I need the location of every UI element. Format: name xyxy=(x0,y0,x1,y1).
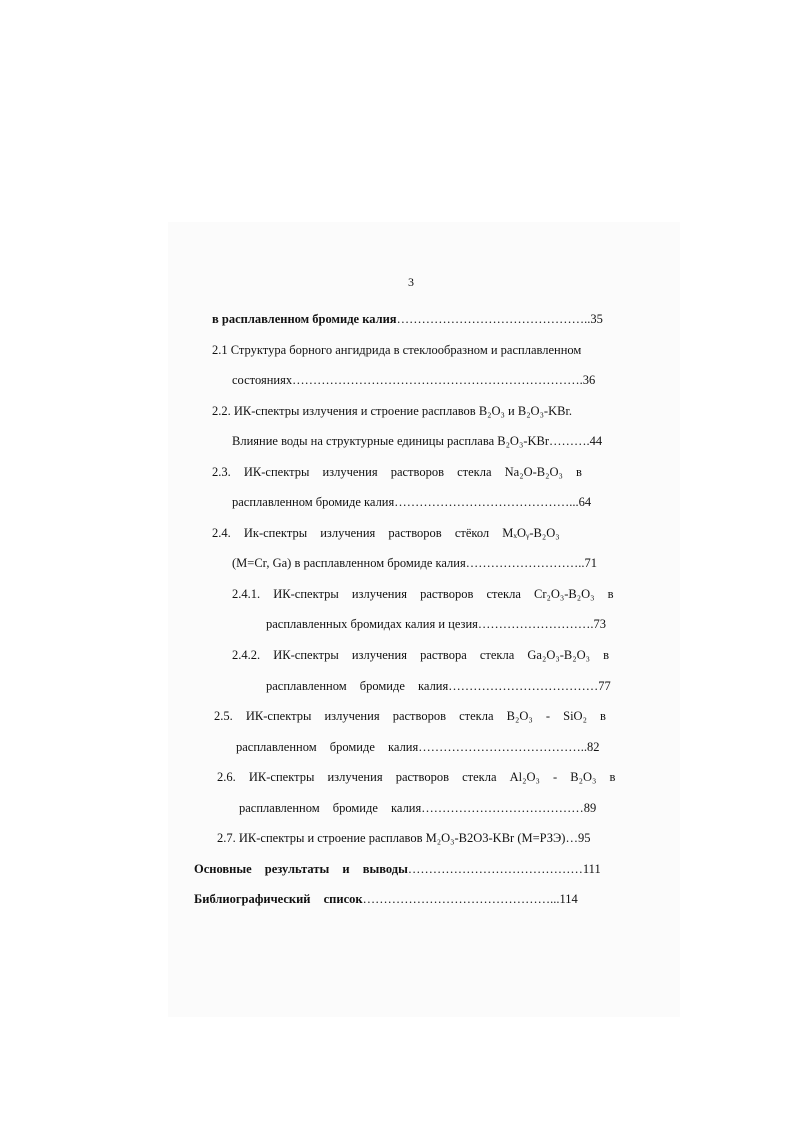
toc-line: 2.2. ИК-спектры излучения и строение расплавов B₂O₃ и B₂O₃-KBr. xyxy=(212,404,573,418)
toc-line: 2.5. ИК-спектры излучения растворов стекла B₂O₃ - SiO₂ в xyxy=(214,709,606,723)
toc-line: расплавленном бромиде калия………………………………77 xyxy=(266,679,611,693)
toc-line: 2.6. ИК-спектры излучения растворов стекла Al₂O₃ - B₂O₃ в xyxy=(217,770,616,784)
toc-leader: ………………………………………...114 xyxy=(362,892,578,906)
page-number: 3 xyxy=(408,275,414,289)
toc-line: состояниях…………………………………………………………….36 xyxy=(232,373,596,387)
toc-line xyxy=(194,861,601,877)
toc-line: (M=Cr, Ga) в расплавленном бромиде калия………………………..71 xyxy=(232,556,597,570)
toc-line: 2.1 Структура борного ангидрида в стеклообразном и расплавленном xyxy=(212,343,582,357)
toc-line: 2.3. ИК-спектры излучения растворов стекла Na₂O-B₂O₃ в xyxy=(212,465,582,479)
toc-line xyxy=(212,311,603,327)
toc-line: расплавленном бромиде калия…………………………………..82 xyxy=(236,740,600,754)
toc-line: 2.7. ИК-спектры и строение расплавов M₂O₃-B2O3-KBr (M=РЗЭ)…95 xyxy=(217,831,591,845)
toc-line xyxy=(194,891,578,907)
toc-bold-title: в расплавленном бромиде калия xyxy=(212,312,397,326)
toc-line: расплавленном бромиде калия……………………………………...64 xyxy=(232,495,592,509)
toc-line: 2.4.2. ИК-спектры излучения раствора стекла Ga₂O₃-B₂O₃ в xyxy=(232,648,609,662)
toc-leader: ………………………………………..35 xyxy=(396,312,603,326)
toc-bold-title: Основные результаты и выводы xyxy=(194,862,408,876)
toc-leader: ……………………………………111 xyxy=(407,862,601,876)
toc-bold-title: Библиографический список xyxy=(194,892,363,906)
toc-line: расплавленных бромидах калия и цезия……………………….73 xyxy=(266,617,607,631)
toc-line: Влияние воды на структурные единицы расплава B₂O₃-KBr……….44 xyxy=(232,434,603,448)
toc-line: 2.4. Ик-спектры излучения растворов стёкол MₓOᵧ-B₂O₃ xyxy=(212,526,560,540)
toc-line: 2.4.1. ИК-спектры излучения растворов стекла Cr₂O₃-B₂O₃ в xyxy=(232,587,614,601)
toc-line: расплавленном бромиде калия…………………………………89 xyxy=(239,801,597,815)
